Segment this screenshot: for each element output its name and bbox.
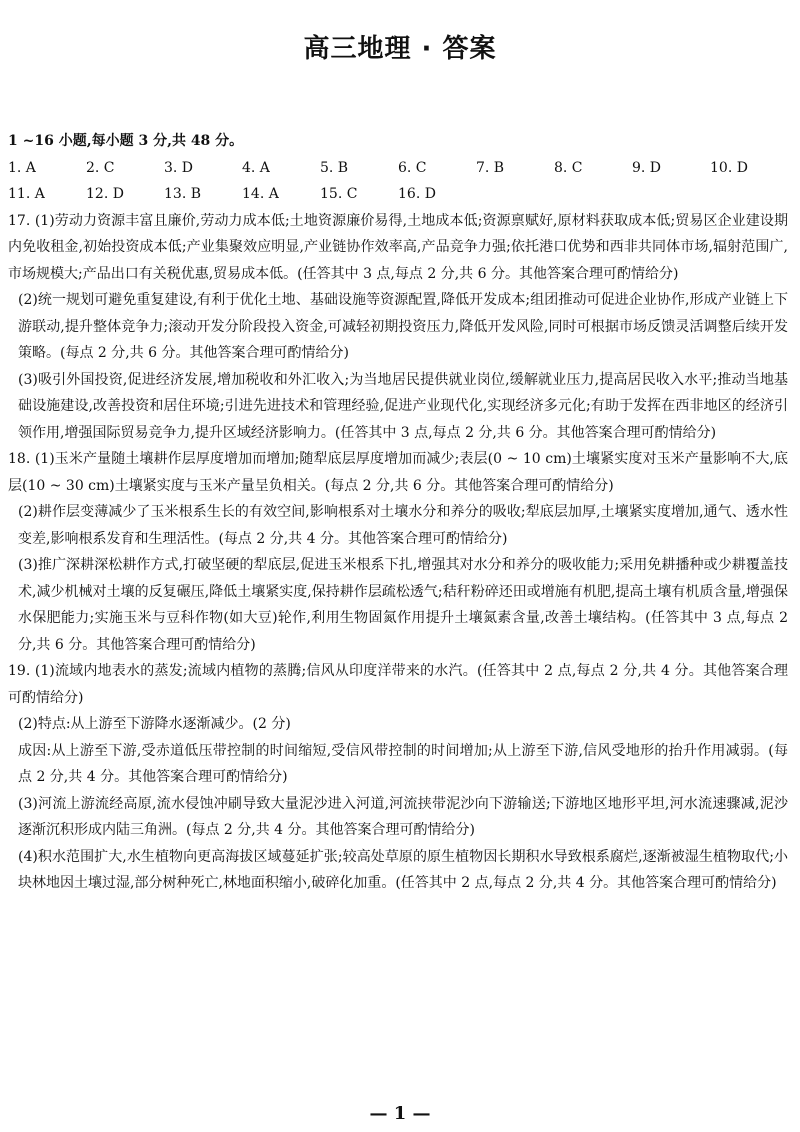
q19-part2: (2)特点:从上游至下游降水逐渐减少。(2 分) [18, 716, 291, 732]
page-number: — 1 — [369, 1103, 431, 1124]
mc-answer: 13. B [164, 186, 202, 202]
mc-answer: 3. D [164, 159, 194, 176]
mc-answer: 7. B [476, 159, 505, 176]
mc-answer-row-1 [8, 155, 788, 182]
mc-answer: 1. A [8, 159, 36, 176]
q18-part2: (2)耕作层变薄减少了玉米根系生长的有效空间,影响根系对土壤水分和养分的吸收;犁底层加厚,土壤紧实度增加,通气、透水性变差,影响根系发育和生理活性。(每点 2 分,共 4 分。其他答案合理可酌情给分) [18, 504, 788, 547]
answer-content [8, 128, 788, 897]
mc-answer: 12. D [86, 186, 124, 202]
mc-answer: 16. D [398, 186, 436, 202]
q19-part2-cause: 成因:从上游至下游,受赤道低压带控制的时间缩短,受信风带控制的时间增加;从上游至下游,信风受地形的抬升作用减弱。(每点 2 分,共 4 分。其他答案合理可酌情给分) [18, 742, 788, 785]
q19-part4: (4)积水范围扩大,水生植物向更高海拔区域蔓延扩张;较高处草原的原生植物因长期积水导致根系腐烂,逐渐被湿生植物取代;小块林地因土壤过湿,部分树种死亡,林地面积缩小,破碎化加重。(任答其中 2 点,每点 2 分,共 4 分。其他答案合理可酌情给分) [18, 848, 788, 891]
q19-part1: 19. (1)流域内地表水的蒸发;流域内植物的蒸腾;信风从印度洋带来的水汽。(任答其中 2 点,每点 2 分,共 4 分。其他答案合理可酌情给分) [8, 663, 788, 706]
mc-answer: 8. C [554, 159, 583, 176]
q17-part2: (2)统一规划可避免重复建设,有利于优化土地、基础设施等资源配置,降低开发成本;组团推动可促进企业协作,形成产业链上下游联动,提升整体竞争力;滚动开发分阶段投入资金,可减轻初期投资压力,降低开发风险,同时可根据市场反馈灵活调整后续开发策略。(每点 2 分,共 6 分。其他答案合理可酌情给分) [18, 292, 788, 361]
mc-answer: 15. C [320, 186, 358, 202]
mc-answer: 9. D [632, 159, 662, 176]
mc-answer: 2. C [86, 159, 115, 176]
mc-section-header: 1 ~16 小题,每小题 3 分,共 48 分。 [8, 133, 244, 149]
mc-answer: 14. A [242, 186, 279, 202]
page-title: 高三地理 · 答案 [303, 34, 497, 64]
mc-answer: 11. A [8, 186, 45, 202]
mc-answer: 4. A [242, 159, 270, 176]
mc-answer: 10. D [710, 159, 748, 176]
q18-part3: (3)推广深耕深松耕作方式,打破坚硬的犁底层,促进玉米根系下扎,增强其对水分和养分的吸收能力;采用免耕播种或少耕覆盖技术,减少机械对土壤的反复碾压,降低土壤紧实度,保持耕作层疏松透气;秸秆粉碎还田或增施有机肥,提高土壤有机质含量,增强保水保肥能力;实施玉米与豆科作物(如大豆)轮作,利用生物固氮作用提升土壤氮素含量,改善土壤结构。(任答其中 3 点,每点 2 分,共 6 分。其他答案合理可酌情给分) [18, 557, 788, 653]
mc-answer: 5. B [320, 159, 349, 176]
mc-answer-row-2 [8, 181, 788, 208]
q18-part1: 18. (1)玉米产量随土壤耕作层厚度增加而增加;随犁底层厚度增加而减少;表层(0 ~ 10 cm)土壤紧实度对玉米产量影响不大,底层(10 ~ 30 cm)土壤紧实度与玉米产量呈负相关。(每点 2 分,共 6 分。其他答案合理可酌情给分) [8, 451, 788, 494]
mc-answer: 6. C [398, 159, 427, 176]
q17-part3: (3)吸引外国投资,促进经济发展,增加税收和外汇收入;为当地居民提供就业岗位,缓解就业压力,提高居民收入水平;推动当地基础设施建设,改善投资和居住环境;引进先进技术和管理经验,促进产业现代化,实现经济多元化;有助于发挥在西非地区的经济引领作用,增强国际贸易竞争力,提升区域经济影响力。(任答其中 3 点,每点 2 分,共 6 分。其他答案合理可酌情给分) [18, 371, 788, 441]
q19-part3: (3)河流上游流经高原,流水侵蚀冲刷导致大量泥沙进入河道,河流挟带泥沙向下游输送;下游地区地形平坦,河水流速骤减,泥沙逐渐沉积形成内陆三角洲。(每点 2 分,共 4 分。其他答案合理可酌情给分) [18, 795, 788, 838]
q17-part1: 17. (1)劳动力资源丰富且廉价,劳动力成本低;土地资源廉价易得,土地成本低;资源禀赋好,原材料获取成本低;贸易区企业建设期内免收租金,初始投资成本低;产业集聚效应明显,产业链协作效率高,产品竞争力强;依托港口优势和西非共同体市场,辐射范围广,市场规模大;产品出口有关税优惠,贸易成本低。(任答其中 3 点,每点 2 分,共 6 分。其他答案合理可酌情给分) [8, 212, 788, 282]
